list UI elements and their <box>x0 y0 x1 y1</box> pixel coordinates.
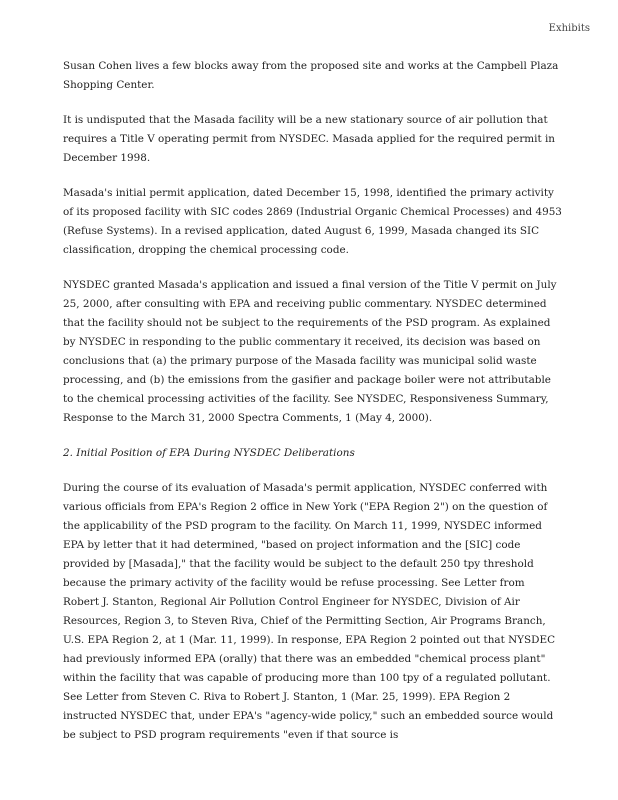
page-header: Exhibits <box>548 23 590 34</box>
section-heading: 2. Initial Position of EPA During NYSDEC Deliberations <box>63 447 355 459</box>
document-body <box>63 57 563 761</box>
paragraph-title-v: It is undisputed that the Masada facility will be a new stationary source of air pollution that requires a Title V operating permit from NYSDEC. Masada applied for the required permit in December 1998. <box>63 114 555 164</box>
paragraph-initial-application: Masada's initial permit application, dated December 15, 1998, identified the primary activity of its proposed facility with SIC codes 2869 (Industrial Organic Chemical Processes) and 4953 (Refuse Systems). In a revised application, dated August 6, 1999, Masada changed its SIC classification, dropping the chemical processing code. <box>63 187 562 256</box>
paragraph-nysdec-granted: NYSDEC granted Masada's application and issued a final version of the Title V permit on July 25, 2000, after consulting with EPA and receiving public commentary. NYSDEC determined that the facility should not be subject to the requirements of the PSD program. As explained by NYSDEC in responding to the public commentary it received, its decision was based on conclusions that (a) the primary purpose of the Masada facility was municipal solid waste processing, and (b) the emissions from the gasifier and package boiler were not attributable to the chemical processing activities of the facility. See NYSDEC, Responsiveness Summary, Response to the March 31, 2000 Spectra Comments, 1 (May 4, 2000). <box>63 279 557 424</box>
paragraph-epa-deliberations: During the course of its evaluation of Masada's permit application, NYSDEC conferred with various officials from EPA's Region 2 office in New York ("EPA Region 2") on the question of the applicability of the PSD program to the facility. On March 11, 1999, NYSDEC informed EPA by letter that it had determined, "based on project information and the [SIC] code provided by [Masada]," that the facility would be subject to the default 250 tpy threshold because the primary activity of the facility would be refuse processing. See Letter from Robert J. Stanton, Regional Air Pollution Control Engineer for NYSDEC, Division of Air Resources, Region 3, to Steven Riva, Chief of the Permitting Section, Air Programs Branch, U.S. EPA Region 2, at 1 (Mar. 11, 1999). In response, EPA Region 2 pointed out that NYSDEC had previously informed EPA (orally) that there was an embedded "chemical process plant" within the facility that was capable of producing more than 100 tpy of a regulated pollutant. See Letter from Steven C. Riva to Robert J. Stanton, 1 (Mar. 25, 1999). EPA Region 2 instructed NYSDEC that, under EPA's "agency-wide policy," such an embedded source would be subject to PSD program requirements "even if that source is <box>63 482 556 741</box>
paragraph-cohen: Susan Cohen lives a few blocks away from the proposed site and works at the Campbell Plaza Shopping Center. <box>63 60 559 91</box>
